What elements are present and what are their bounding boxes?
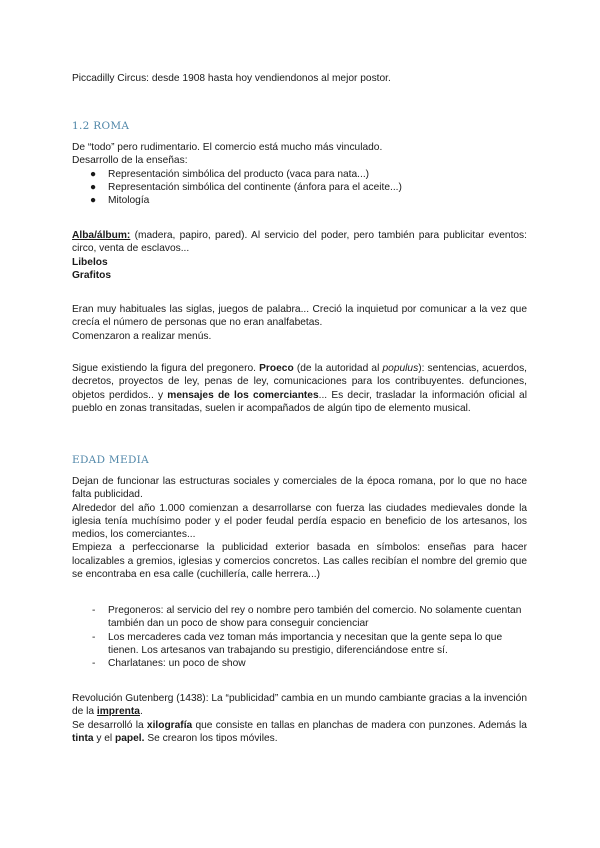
list-item: [72, 657, 527, 670]
bullet-text: Mitología: [108, 195, 150, 207]
gutenberg-text: .: [139, 706, 143, 718]
intro-line: Piccadilly Circus: desde 1908 hasta hoy vendiendonos al mejor postor.: [72, 73, 391, 84]
paragraph-text: Empieza a perfeccionarse la publicidad exterior basada en símbolos: enseñas para hacer localizables a gremios, iglesias y comercios concretos. Las calles recibían el nombre del gremio que se encontraba en esa calle (cuchillería, calle herrera...): [72, 542, 527, 581]
dash-icon: -: [92, 658, 96, 670]
siglas-text: Eran muy habituales las siglas, juegos de palabra... Creció la inquietud por comunicar a la vez que crecía el número de personas que no eran analfabetas.: [72, 304, 527, 329]
pregonero-text: ): sentencias, acuerdos, decretos, proyectos de ley, penas de ley, comunicaciones para los contribuyentes. defunciones, objetos perdidos.. y: [72, 363, 527, 401]
xilo-text: que consiste en tallas en planchas de madera con punzones. Además la: [192, 719, 527, 731]
dash-text: Los mercaderes cada vez toman más importancia y necesitan que la gente sepa lo que tienen. Los artesanos van trabajando su prestigio, diferenciándose entre sí.: [108, 631, 503, 656]
bullet-icon: ●: [90, 181, 97, 193]
gutenberg-text: Revolución Gutenberg (1438): La “publicidad” cambia en un mundo cambiante gracias a la invención de la: [72, 693, 527, 718]
tinta-term: tinta: [72, 732, 94, 744]
proeco-term: Proeco: [259, 363, 294, 374]
paragraph-text: Alrededor del año 1.000 comienzan a desarrollarse con fuerza las ciudades medievales donde la iglesia tenía muchísimo poder y el poder feudal perdía espacio en beneficio de los artesanos, los medios, los comerciantes...: [72, 502, 527, 541]
alba-paragraph: [72, 229, 527, 282]
xilo-text: Se crearon los tipos móviles.: [144, 732, 278, 744]
list-item: [72, 194, 527, 207]
edad-media-paragraph: [72, 475, 527, 581]
xilo-text: y el: [93, 732, 116, 744]
dash-text: Charlatanes: un poco de show: [108, 658, 246, 670]
mensajes-term: mensajes de los comerciantes: [167, 389, 319, 401]
bullet-text: Representación simbólica del continente (ánfora para el aceite...): [108, 181, 402, 193]
list-item: [72, 604, 527, 631]
xilografia-term: xilografía: [146, 719, 193, 731]
bullet-icon: ●: [90, 195, 97, 207]
alba-term: Alba/álbum:: [72, 230, 131, 241]
pregonero-text: (de la autoridad al: [293, 363, 383, 374]
dash-list: [72, 604, 527, 670]
section-heading-roma: 1.2 ROMA: [72, 120, 130, 132]
libelos-label: Libelos: [72, 256, 108, 268]
pregonero-text: Sigue existiendo la figura del pregonero.: [72, 363, 260, 374]
gutenberg-paragraph: [72, 692, 527, 745]
siglas-paragraph: [72, 303, 527, 343]
bullet-text: Representación simbólica del producto (vaca para nata...): [108, 168, 370, 180]
dash-icon: -: [92, 631, 96, 643]
list-item: [72, 168, 527, 181]
grafitos-label: Grafitos: [72, 269, 112, 281]
pregonero-paragraph: [72, 362, 527, 415]
papel-term: papel.: [115, 732, 145, 744]
dash-icon: -: [92, 605, 96, 616]
xilo-text: Se desarrolló la: [72, 719, 147, 731]
list-item: [72, 631, 527, 658]
imprenta-term: imprenta: [96, 706, 140, 718]
paragraph-text: Dejan de funcionar las estructuras sociales y comerciales de la época romana, por lo que no hace falta publicidad.: [72, 476, 527, 501]
dash-text: Pregoneros: al servicio del rey o nombre pero también del comercio. No solamente cuentan también dan un poco de show para conseguir concienciar: [108, 605, 522, 630]
bullet-icon: ●: [90, 168, 97, 180]
roma-intro: [72, 141, 527, 207]
roma-line: Desarrollo de la enseñas:: [72, 155, 188, 167]
alba-text: (madera, papiro, pared). Al servicio del poder, pero también para publicitar eventos: circo, venta de esclavos...: [72, 230, 527, 255]
pregonero-text: ... Es decir, trasladar la información oficial al pueblo en zonas transitadas, suelen ir acompañados de algún tipo de elemento musical.: [72, 389, 527, 414]
menus-text: Comenzaron a realizar menús.: [72, 330, 212, 342]
roma-line: De “todo” pero rudimentario. El comercio está mucho más vinculado.: [72, 142, 383, 153]
list-item: [72, 181, 527, 194]
section-heading-edad-media: EDAD MEDIA: [72, 454, 149, 466]
populus-term: populus: [382, 363, 419, 374]
